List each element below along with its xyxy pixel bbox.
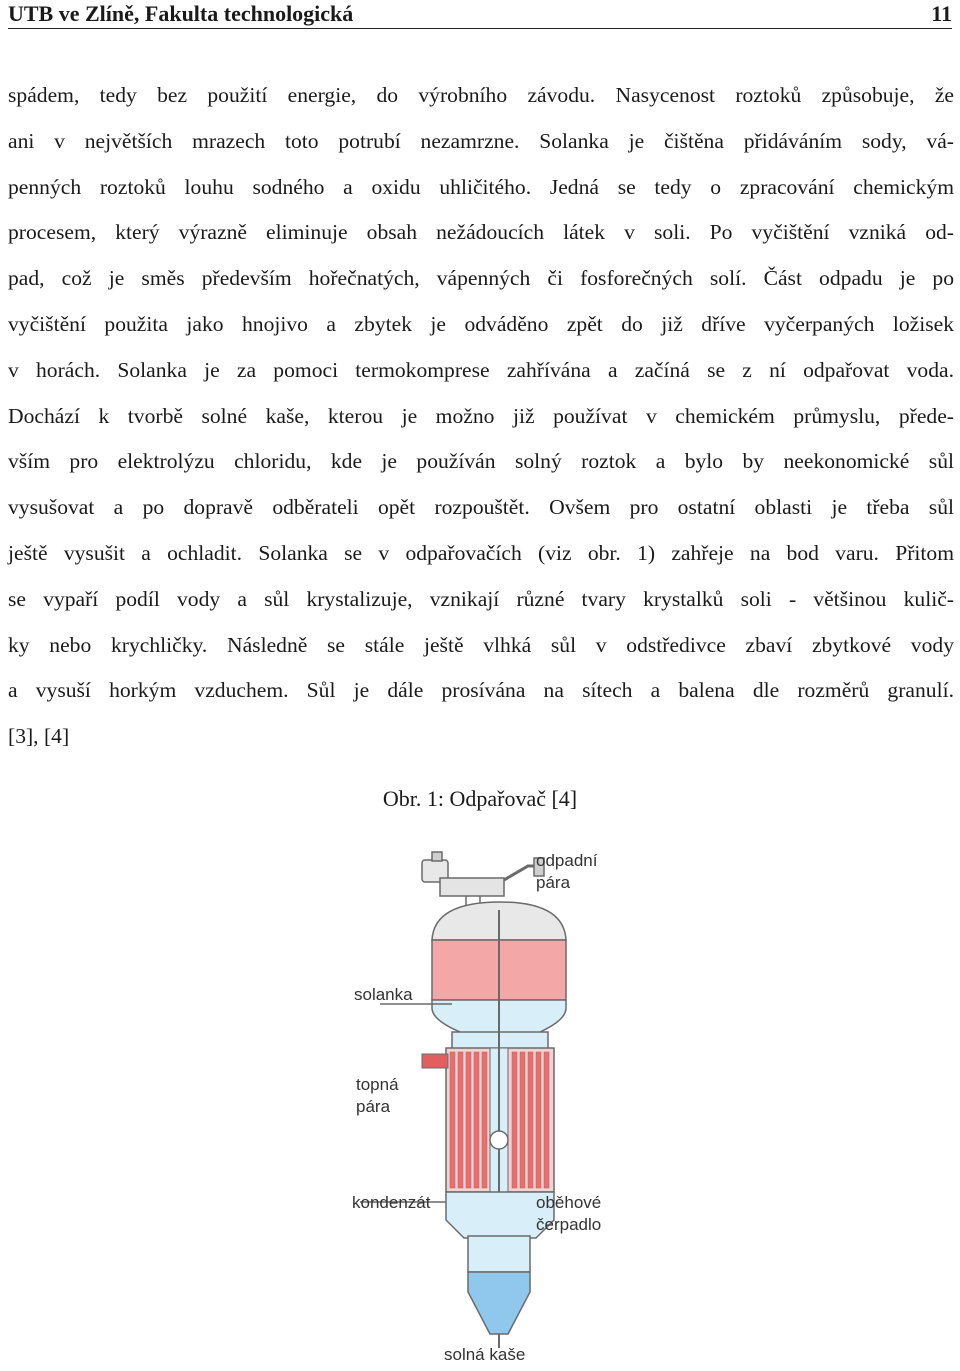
label-solanka: solanka bbox=[354, 985, 413, 1004]
figure-caption: Obr. 1: Odpařovač [4] bbox=[382, 786, 578, 811]
body-line: se vypaří podíl vody a sůl krystalizuje, vznikají různé tvary krystalků soli - většinou kulič- bbox=[8, 586, 954, 611]
body-line: ky nebo krychličky. Následně se stále ještě vlhká sůl v odstředivce zbaví zbytkové vody bbox=[8, 632, 954, 657]
brine-outlet-cone bbox=[468, 1272, 530, 1334]
label-line: pára bbox=[536, 873, 571, 892]
steam-inlet bbox=[422, 1054, 448, 1068]
body-line: vyčištění použita jako hnojivo a zbytek je odváděno zpět do již dříve vyčerpaných ložisek bbox=[8, 311, 954, 336]
body-line: procesem, který výrazně eliminuje obsah nežádoucích látek v soli. Po vyčištění vzniká od- bbox=[8, 220, 954, 245]
label-topna-para bbox=[356, 1074, 399, 1118]
body-line: v horách. Solanka je za pomoci termokomprese zahřívána a začíná se z ní odpařovat voda. bbox=[8, 357, 954, 382]
top-motor bbox=[422, 852, 544, 910]
label-line: topná bbox=[356, 1075, 399, 1094]
body-line: vysušovat a po dopravě odběrateli opět rozpouštět. Ovšem pro ostatní oblasti je třeba sůl bbox=[8, 495, 954, 520]
label-kondenzat: kondenzát bbox=[352, 1193, 431, 1212]
label-solna-kase: solná kaše bbox=[444, 1345, 526, 1364]
label-line: odpadní bbox=[536, 851, 598, 870]
header-title: UTB ve Zlíně, Fakulta technologická bbox=[8, 1, 354, 26]
body-line: Dochází k tvorbě solné kaše, kterou je možno již používat v chemickém průmyslu, přede- bbox=[8, 403, 954, 428]
page-number: 11 bbox=[931, 1, 952, 26]
body-line: pad, což je směs především hořečnatých, vápenných či fosforečných solí. Část odpadu je po bbox=[8, 266, 954, 291]
evaporator-figure bbox=[340, 840, 630, 1366]
body-line: penných roztoků louhu sodného a oxidu uhličitého. Jedná se tedy o zpracování chemickým bbox=[8, 174, 954, 199]
circulation-pump bbox=[490, 1131, 508, 1149]
body-line: vším pro elektrolýzu chloridu, kde je používán solný roztok a bylo by neekonomické sůl bbox=[8, 449, 954, 474]
label-odpadni-para bbox=[536, 850, 597, 894]
body-line-references: [3], [4] bbox=[8, 724, 70, 749]
page-header bbox=[8, 0, 952, 29]
body-line: a vysuší horkým vzduchem. Sůl je dále prosívána na sítech a balena dle rozměrů granulí. bbox=[8, 678, 954, 703]
label-line: čerpadlo bbox=[536, 1215, 602, 1234]
label-obehove-cerpadlo bbox=[536, 1192, 601, 1236]
outlet-neck bbox=[468, 1236, 530, 1272]
body-line: ještě vysušit a ochladit. Solanka se v odpařovačích (viz obr. 1) zahřeje na bod varu. Přitom bbox=[8, 540, 954, 565]
label-line: pára bbox=[356, 1097, 391, 1116]
label-line: oběhové bbox=[536, 1193, 602, 1212]
body-line: ani v největších mrazech toto potrubí nezamrzne. Solanka je čištěna přidáváním sody, vá- bbox=[8, 128, 954, 153]
body-paragraph bbox=[8, 73, 954, 760]
body-line: spádem, tedy bez použití energie, do výrobního závodu. Nasycenost roztoků způsobuje, že bbox=[8, 83, 954, 107]
